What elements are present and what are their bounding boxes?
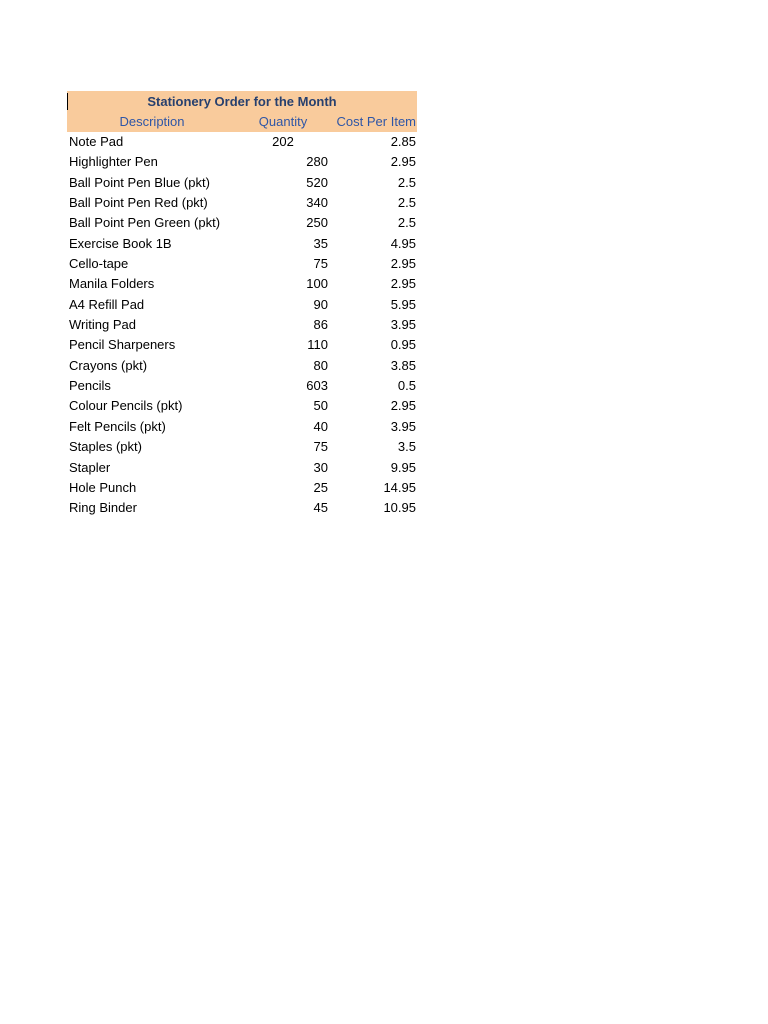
- item-quantity: 35: [313, 235, 328, 251]
- text-cursor: [67, 93, 68, 110]
- item-quantity: 30: [313, 459, 328, 475]
- item-description: Pencils: [69, 378, 111, 394]
- table-row: [67, 376, 417, 396]
- item-description: Note Pad: [69, 134, 124, 149]
- item-cost-per-item: 2.5: [397, 215, 416, 231]
- table-row: [67, 132, 417, 152]
- item-cost-per-item: 2.95: [390, 276, 416, 292]
- item-cost-per-item: 14.95: [383, 479, 416, 495]
- item-cost-per-item: 2.85: [390, 134, 416, 149]
- item-quantity: 110: [307, 337, 328, 353]
- table-row: [67, 335, 417, 355]
- table-row: [67, 274, 417, 294]
- item-cost-per-item: 2.95: [390, 398, 416, 414]
- header-description: Description: [119, 114, 185, 129]
- item-quantity: 25: [313, 479, 328, 495]
- item-quantity: 40: [313, 418, 328, 434]
- item-description: Ring Binder: [69, 500, 137, 516]
- column-header-row: [67, 112, 417, 132]
- item-description: Staples (pkt): [69, 439, 142, 455]
- table-row: [67, 152, 417, 172]
- item-quantity: 45: [313, 500, 328, 516]
- table-body: [67, 132, 417, 519]
- item-cost-per-item: 2.5: [397, 174, 416, 190]
- item-cost-per-item: 10.95: [383, 500, 416, 516]
- table-row: [67, 315, 417, 335]
- table-row: [67, 396, 417, 416]
- item-quantity: 90: [313, 296, 328, 312]
- item-cost-per-item: 9.95: [390, 459, 416, 475]
- item-cost-per-item: 0.5: [397, 378, 416, 394]
- item-quantity: 603: [306, 378, 328, 394]
- sheet-title: Stationery Order for the Month: [147, 94, 337, 109]
- item-description: Ball Point Pen Green (pkt): [69, 215, 221, 231]
- title-row: [67, 91, 417, 112]
- table-row: [67, 295, 417, 315]
- table-row: [67, 417, 417, 437]
- item-cost-per-item: 3.5: [397, 439, 416, 455]
- item-quantity: 75: [313, 256, 328, 272]
- item-cost-per-item: 5.95: [390, 296, 416, 312]
- item-quantity: 75: [313, 439, 328, 455]
- item-description: Ball Point Pen Blue (pkt): [69, 174, 210, 190]
- item-description: Highlighter Pen: [69, 154, 158, 170]
- item-cost-per-item: 0.95: [390, 337, 416, 353]
- item-quantity: 202: [272, 134, 294, 149]
- item-cost-per-item: 2.5: [397, 195, 416, 211]
- stationery-order-table: [67, 91, 417, 519]
- table-row: [67, 254, 417, 274]
- item-cost-per-item: 2.95: [390, 256, 416, 272]
- item-quantity: 340: [306, 195, 328, 211]
- item-quantity: 86: [313, 317, 328, 333]
- header-quantity: Quantity: [258, 114, 308, 129]
- item-description: A4 Refill Pad: [69, 296, 145, 312]
- table-row: [67, 173, 417, 193]
- item-quantity: 520: [306, 174, 328, 190]
- item-description: Hole Punch: [69, 479, 137, 495]
- item-quantity: 100: [306, 276, 328, 292]
- table-row: [67, 193, 417, 213]
- item-description: Cello-tape: [69, 256, 129, 272]
- table-row: [67, 213, 417, 233]
- header-cost-per-item: Cost Per Item: [336, 114, 416, 129]
- table-row: [67, 498, 417, 518]
- item-cost-per-item: 2.95: [390, 154, 416, 170]
- item-cost-per-item: 4.95: [390, 235, 416, 251]
- item-quantity: 250: [306, 215, 328, 231]
- item-quantity: 280: [306, 154, 328, 170]
- item-quantity: 80: [313, 357, 328, 373]
- item-quantity: 50: [313, 398, 328, 414]
- item-cost-per-item: 3.85: [390, 357, 416, 373]
- item-description: Pencil Sharpeners: [69, 337, 176, 353]
- item-description: Colour Pencils (pkt): [69, 398, 183, 414]
- item-description: Felt Pencils (pkt): [69, 418, 166, 434]
- item-description: Manila Folders: [69, 276, 155, 292]
- table-row: [67, 437, 417, 457]
- item-cost-per-item: 3.95: [390, 418, 416, 434]
- item-description: Exercise Book 1B: [69, 235, 172, 251]
- item-description: Ball Point Pen Red (pkt): [69, 195, 208, 211]
- table-row: [67, 458, 417, 478]
- table-row: [67, 356, 417, 376]
- item-description: Stapler: [69, 459, 111, 475]
- item-description: Writing Pad: [69, 317, 136, 333]
- item-cost-per-item: 3.95: [390, 317, 416, 333]
- table-row: [67, 478, 417, 498]
- item-description: Crayons (pkt): [69, 357, 148, 373]
- table-row: [67, 234, 417, 254]
